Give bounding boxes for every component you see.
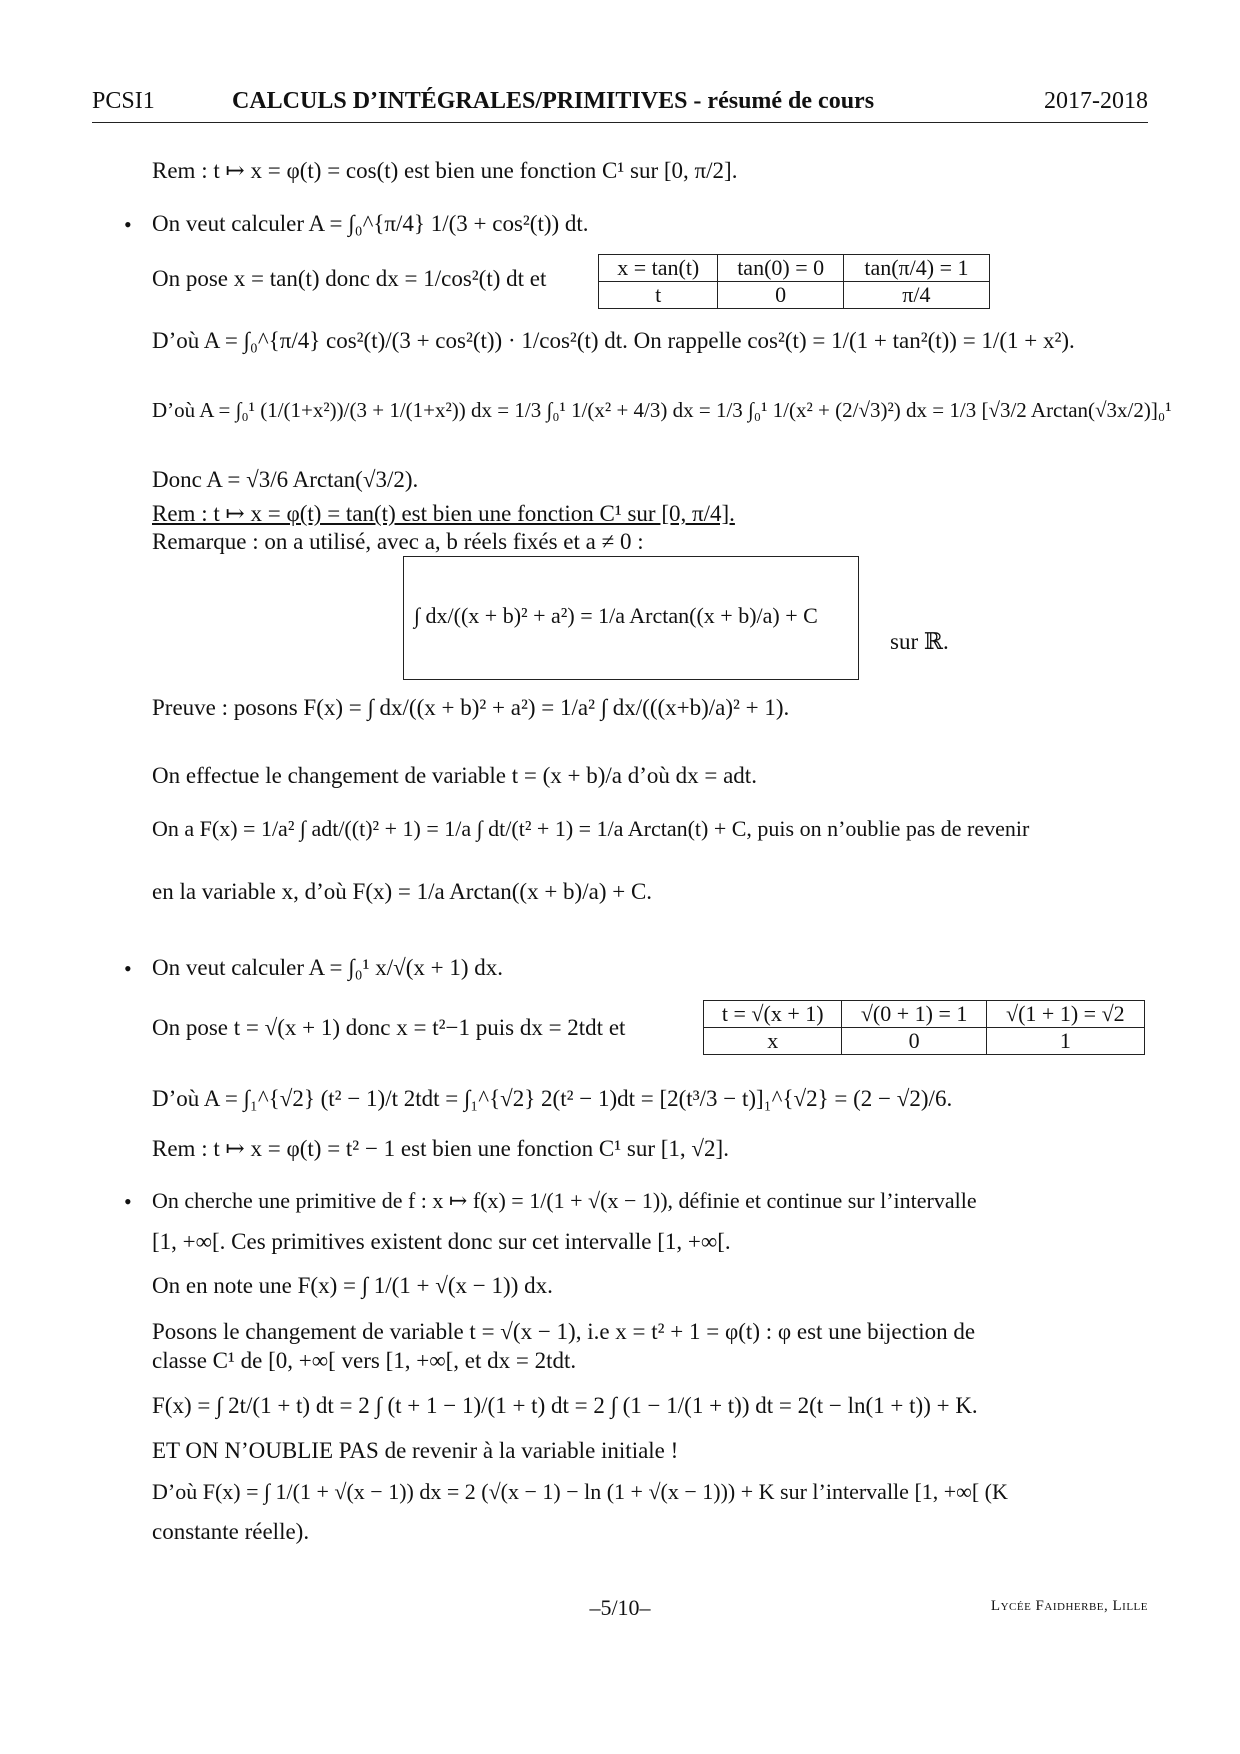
bullet-1: • (124, 212, 132, 237)
remark-cos-line (152, 157, 737, 185)
F-compute-line (152, 1392, 978, 1420)
compute-A2-text: D’où A = ∫₁^{√2} (t² − 1)/t 2tdt = ∫₁^{√2} 2(t² − 1)dt = [2(t³/3 − t)]₁^{√2} = (2 − √2)/6. (152, 1086, 953, 1111)
header-title: CALCULS D’INTÉGRALES/PRIMITIVES - résumé de cours (232, 88, 875, 114)
primitive-F-text: On en note une F(x) = ∫ 1/(1 + √(x − 1)) dx. (152, 1273, 553, 1298)
proof-compute-text: On a F(x) = 1/a² ∫ adt/((t)² + 1) = 1/a ∫ dt/(t² + 1) = 1/a Arctan(t) + C, puis on n’oublie pas de revenir (152, 816, 1030, 841)
bijection-class-line (152, 1347, 576, 1375)
t1-r1-c3: tan(π/4) = 1 (843, 255, 989, 282)
t1-r1-c1: x = tan(t) (599, 255, 718, 282)
F-compute-text: F(x) = ∫ 2t/(1 + t) dt = 2 ∫ (t + 1 − 1)/(1 + t) dt = 2 ∫ (1 − 1/(1 + t)) dt = 2(t − ln(1 + t)) + K. (152, 1393, 978, 1418)
t2-r2-c1: x (704, 1028, 842, 1055)
remarque-line (152, 528, 644, 556)
substitution-sqrt-line (152, 1014, 625, 1042)
t2-r1-c1: t = √(x + 1) (704, 1001, 842, 1028)
t1-r2-c3: π/4 (843, 282, 989, 309)
key-formula (414, 602, 818, 630)
substitution-tan-text: On pose x = tan(t) donc dx = 1/cos²(t) dt et (152, 266, 547, 291)
bijection-class-text: classe C¹ de [0, +∞[ vers [1, +∞[, et dx = 2tdt. (152, 1348, 577, 1373)
compute-A1-text: D’où A = ∫₀¹ (1/(1+x²))/(3 + 1/(1+x²)) dx = 1/3 ∫₀¹ 1/(x² + 4/3) dx = 1/3 ∫₀¹ 1/(x² + (2/√3)²) dx = 1/3 [√3/2 Arctan(√3x/2)]₀¹ (152, 398, 1172, 422)
final-result-line-2 (152, 1518, 309, 1546)
t1-r2-c2: 0 (718, 282, 843, 309)
substitution-sqrt-text: On pose t = √(x + 1) donc x = t²−1 puis dx = 2tdt et (152, 1015, 626, 1040)
final-result-text: D’où F(x) = ∫ 1/(1 + √(x − 1)) dx = 2 (√(x − 1) − ln (1 + √(x − 1))) + K sur l’intervalle [1, +∞[ (K (152, 1479, 1008, 1504)
remark-sqrt-line (152, 1135, 729, 1163)
change-var-line (152, 762, 757, 790)
calc-A1-intro (152, 210, 589, 238)
t2-r2-c2: 0 (842, 1028, 986, 1055)
bounds-table-2 (703, 1000, 1145, 1055)
calc-A2-text: On veut calculer A = ∫₀¹ x/√(x + 1) dx. (152, 955, 504, 980)
primitive-intro-text: On cherche une primitive de f : x ↦ f(x) = 1/(1 + √(x − 1)), définie et continue sur l’intervalle (152, 1188, 977, 1213)
primitive-F-line (152, 1272, 553, 1300)
rewrite-A1-line (152, 327, 1075, 355)
substitution-tan-line (152, 265, 546, 293)
primitive-intro-line (152, 1187, 977, 1215)
calc-A1-text: On veut calculer A = ∫₀^{π/4} 1/(3 + cos²(t)) dt. (152, 211, 589, 236)
warning-line (152, 1437, 678, 1465)
bounds-table-1 (598, 254, 990, 309)
bijection-text: Posons le changement de variable t = √(x − 1), i.e x = t² + 1 = φ(t) : φ est une bijection de (152, 1319, 976, 1344)
final-result-line (152, 1478, 1008, 1506)
school-name: Lycée Faidherbe, Lille (990, 1598, 1148, 1614)
bijection-line (152, 1318, 975, 1346)
primitive-existence-line (152, 1228, 731, 1256)
t2-r2-c3: 1 (986, 1028, 1144, 1055)
change-var-text: On effectue le changement de variable t = (x + b)/a d’où dx = adt. (152, 763, 757, 788)
remark-tan-line (152, 500, 735, 528)
remark-cos-text: Rem : t ↦ x = φ(t) = cos(t) est bien une fonction C¹ sur [0, π/2]. (152, 158, 738, 183)
t1-r1-c2: tan(0) = 0 (718, 255, 843, 282)
result-A1-line (152, 466, 418, 494)
proof-text: Preuve : posons F(x) = ∫ dx/((x + b)² + a²) = 1/a² ∫ dx/(((x+b)/a)² + 1). (152, 695, 790, 720)
proof-line (152, 694, 789, 722)
remark-sqrt-text: Rem : t ↦ x = φ(t) = t² − 1 est bien une fonction C¹ sur [1, √2]. (152, 1136, 729, 1161)
key-formula-domain-text: sur ℝ. (890, 629, 949, 654)
remark-tan-text: Rem : t ↦ x = φ(t) = tan(t) est bien une fonction C¹ sur [0, π/4]. (152, 501, 735, 526)
compute-A2-line (152, 1085, 952, 1113)
proof-conclusion-text: en la variable x, d’où F(x) = 1/a Arctan((x + b)/a) + C. (152, 879, 653, 904)
warning-text: ET ON N’OUBLIE PAS de revenir à la variable initiale ! (152, 1438, 679, 1463)
proof-conclusion-line (152, 878, 652, 906)
calc-A2-intro (152, 954, 503, 982)
rewrite-A1-text: D’où A = ∫₀^{π/4} cos²(t)/(3 + cos²(t)) · 1/cos²(t) dt. On rappelle cos²(t) = 1/(1 + tan²(t)) = 1/(1 + x²). (152, 328, 1075, 353)
header-class: PCSI1 (92, 88, 155, 114)
t2-r1-c2: √(0 + 1) = 1 (842, 1001, 986, 1028)
result-A1-text: Donc A = √3/6 Arctan(√3/2). (152, 467, 419, 492)
remarque-text: Remarque : on a utilisé, avec a, b réels fixés et a ≠ 0 : (152, 529, 644, 554)
t1-r2-c1: t (599, 282, 718, 309)
header-year: 2017-2018 (1044, 88, 1148, 114)
key-formula-text: ∫ dx/((x + b)² + a²) = 1/a Arctan((x + b)/a) + C (414, 603, 818, 628)
key-formula-domain (890, 628, 949, 656)
t2-r1-c3: √(1 + 1) = √2 (986, 1001, 1144, 1028)
proof-compute-line (152, 815, 1029, 843)
page-number: –5/10– (589, 1595, 651, 1620)
bullet-3: • (124, 1189, 132, 1214)
primitive-existence-text: [1, +∞[. Ces primitives existent donc sur cet intervalle [1, +∞[. (152, 1229, 731, 1254)
bullet-2: • (124, 956, 132, 981)
final-result-text-2: constante réelle). (152, 1519, 310, 1544)
compute-A1-line (152, 396, 1172, 424)
